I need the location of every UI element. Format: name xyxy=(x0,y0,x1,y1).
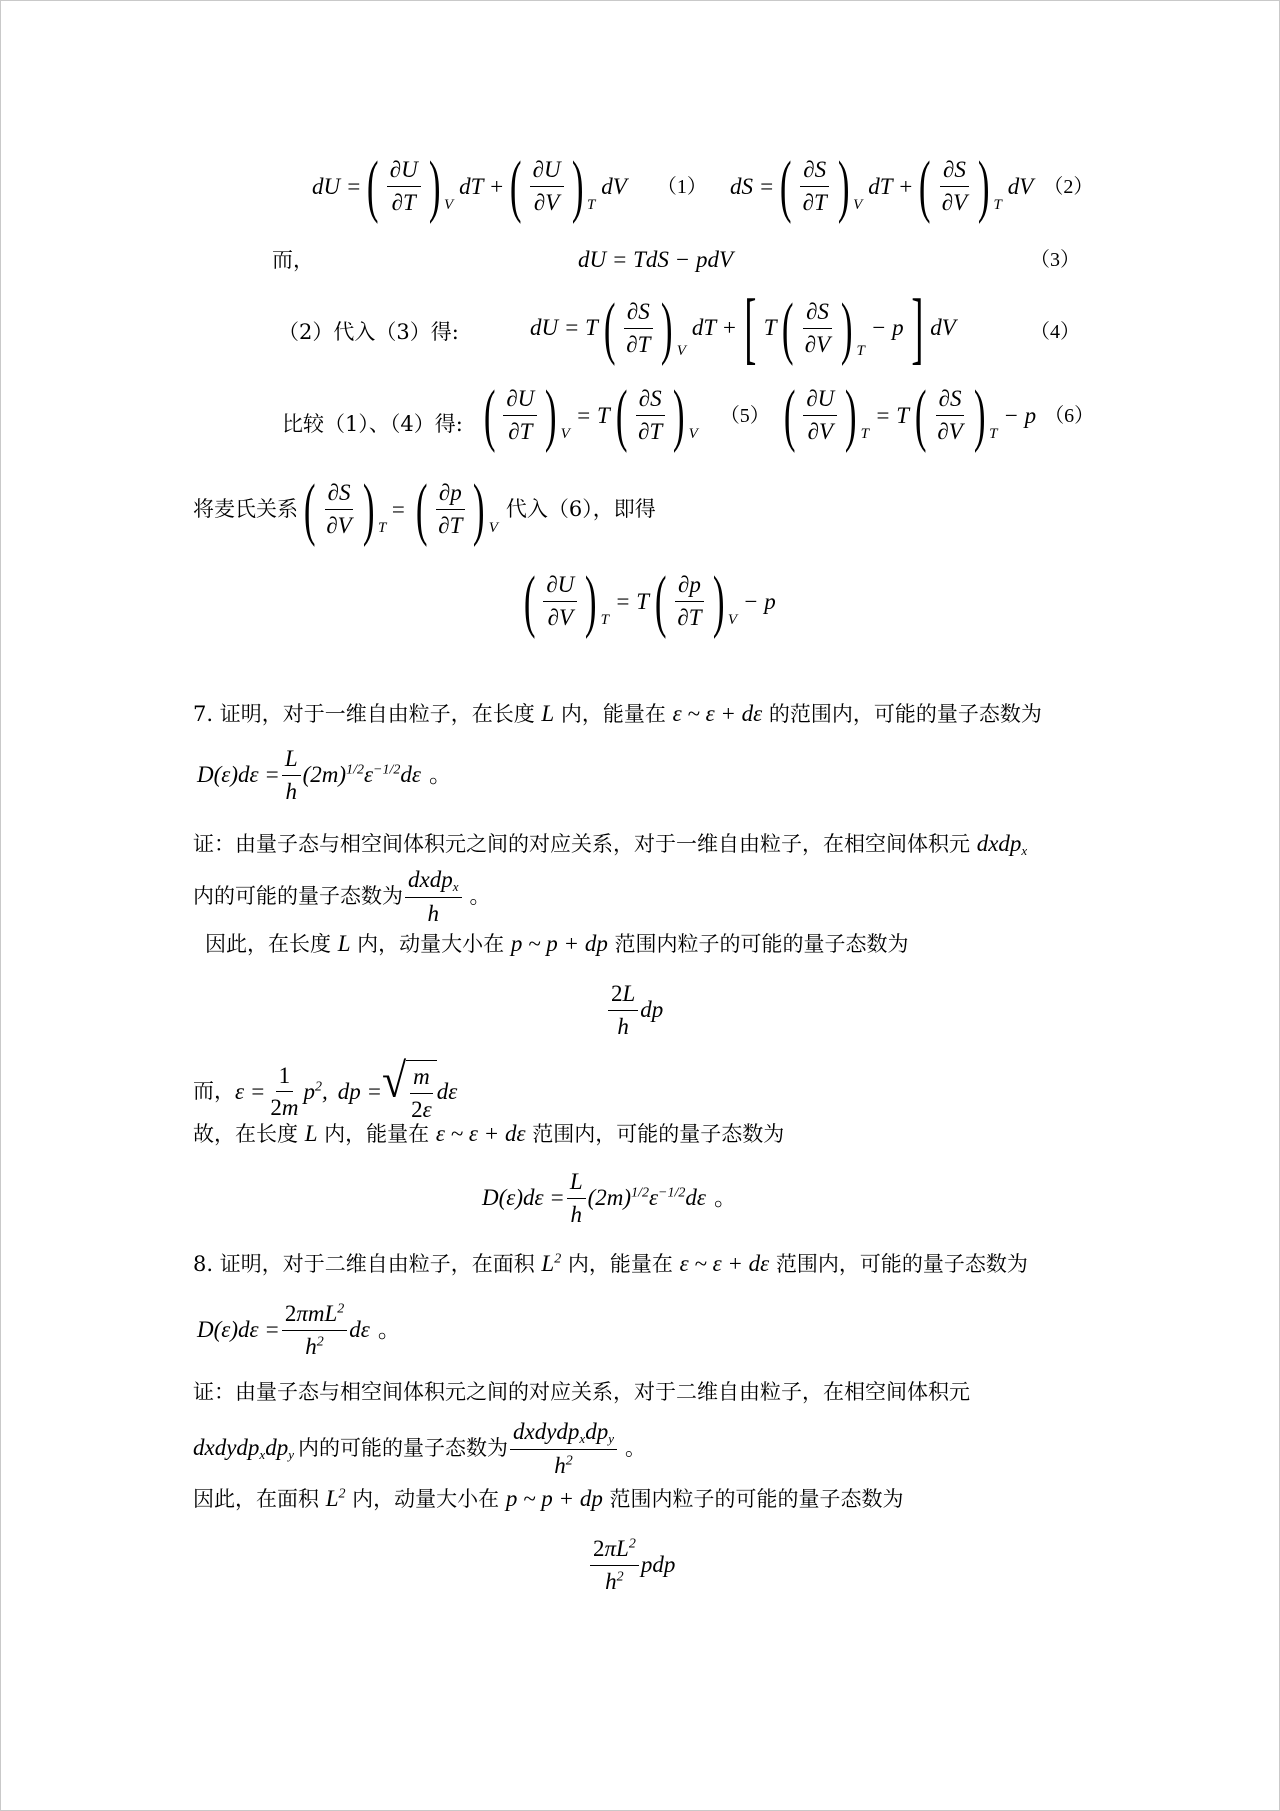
eq-label-5: （5） xyxy=(719,404,770,427)
proof-2d-text-b: 内的可能的量子态数为 xyxy=(297,1436,508,1460)
proof-1d-line1: 证：由量子态与相空间体积元之间的对应关系，对于一维自由粒子，在相空间体积元 dxdpx xyxy=(193,831,1028,858)
gu-1d: 故，在长度 L 内，能量在 ε ~ ε + dε 范围内，可能的量子态数为 xyxy=(193,1121,785,1146)
problem-7-statement: 7. 证明，对于一维自由粒子，在长度 L 内，能量在 ε ~ ε + dε 的范围内，可能的量子态数为 xyxy=(193,701,1042,726)
maxwell-line xyxy=(193,471,656,548)
equation-4: dU = T ( $\frac{\partial S}{\partial T}$ ) V dT + [ T ( $\frac{\partial S}{\partial V}$ ) T − p ] dV xyxy=(530,284,956,372)
text-substitute: （2）代入（3）得: xyxy=(278,320,459,344)
p8-text-c: 范围内，可能的量子态数为 xyxy=(775,1252,1028,1276)
text-er: 而， xyxy=(272,248,314,272)
period: 。 xyxy=(624,1436,646,1460)
gu-1d-text-a: 故，在长度 xyxy=(193,1122,298,1146)
text-maxwell-post: 代入（6），即得 xyxy=(505,496,656,521)
eq-label-1: （1） xyxy=(656,175,707,198)
therefore-1d-text-a: 因此，在长度 xyxy=(205,932,331,956)
proof-2d-text-a: 证：由量子态与相空间体积元之间的对应关系，对于二维自由粒子，在相空间体积元 xyxy=(193,1380,970,1404)
eq-label-3: （3） xyxy=(1030,249,1080,271)
equation-6: ( $\frac{\partial U}{\partial V}$ ) T = T ( $\frac{\partial S}{\partial V}$ ) T − p （6） xyxy=(783,377,1095,454)
equation-7-result: D(ε)dε = $\frac{L}{h}$ $(2m)^{1/2}\varepsilon^{-1/2}d\varepsilon$ 。 xyxy=(482,1169,737,1227)
proof-2d-line2: dxdydpxdpy 内的可能的量子态数为 $\frac{\text{dxdydpxdpy}}{h^2}$ 。 xyxy=(193,1419,646,1478)
equation-result: ( $\frac{\partial U}{\partial V}$ ) T = T ( $\frac{\partial p}{\partial T}$ ) V − p xyxy=(523,563,776,640)
gu-1d-text-b: 内，能量在 xyxy=(324,1122,430,1146)
therefore-2d: 因此，在面积 $L^2$ 内，动量大小在 p ~ p + dp 范围内粒子的可能的量子态数为 xyxy=(193,1486,904,1511)
eq-label-4: （4） xyxy=(1030,321,1080,343)
text-compare: 比较（1）、（4）得: xyxy=(282,412,463,436)
period: 。 xyxy=(428,762,452,788)
therefore-2d-text-c: 范围内粒子的可能的量子态数为 xyxy=(609,1487,904,1511)
period: 。 xyxy=(713,1185,737,1211)
energy-relation: 而， ε = $\frac{1}{2m}$ $p^2$, dp = √ $\frac{m}{2\varepsilon}$ dε xyxy=(193,1053,458,1122)
p7-text-b: 内，能量在 xyxy=(560,702,666,726)
therefore-1d-text-c: 范围内粒子的可能的量子态数为 xyxy=(614,932,909,956)
gu-1d-text-c: 范围内，可能的量子态数为 xyxy=(532,1122,785,1146)
text-er-2: 而， xyxy=(193,1079,235,1103)
p7-text-c: 的范围内，可能的量子态数为 xyxy=(768,702,1042,726)
equation-3: dU = TdS − pdV xyxy=(578,247,733,272)
problem-8-statement: 8. 证明，对于二维自由粒子，在面积 $L^2$ 内，能量在 ε ~ ε + dε 范围内，可能的量子态数为 xyxy=(193,1251,1028,1276)
equation-2d-states: $\frac{2\pi L^2}{h^2}$ pdp xyxy=(588,1535,675,1595)
maxwell-relation: ( $\frac{\partial S}{\partial V}$ ) T = ( $\frac{\partial p}{\partial T}$ ) V xyxy=(303,471,498,548)
equation-2: dS = ( $\frac{\partial S}{\partial T}$ ) V dT + ( $\frac{\partial S}{\partial V}$ ) T dV （2） xyxy=(730,148,1094,225)
equation-1: dU = ( $\frac{\partial U}{\partial T}$ ) V dT + ( $\frac{\partial U}{\partial V}$ ) T dV （1） xyxy=(312,148,707,225)
proof-1d-line2: 内的可能的量子态数为 $\frac{\text{dxdpx}}{h}$ 。 xyxy=(193,867,491,926)
therefore-1d: 因此，在长度 L 内，动量大小在 p ~ p + dp 范围内粒子的可能的量子态数为 xyxy=(205,931,909,956)
therefore-2d-text-a: 因此，在面积 xyxy=(193,1487,319,1511)
proof-2d-line1 xyxy=(193,1380,970,1405)
p8-text-a: 8. 证明，对于二维自由粒子，在面积 xyxy=(193,1252,535,1276)
eq-label-2: （2） xyxy=(1043,175,1094,198)
p7-text-a: 7. 证明，对于一维自由粒子，在长度 xyxy=(193,702,535,726)
proof-1d-text-a: 证：由量子态与相空间体积元之间的对应关系，对于一维自由粒子，在相空间体积元 xyxy=(193,832,970,856)
proof-1d-text-b: 内的可能的量子态数为 xyxy=(193,884,403,908)
therefore-1d-text-b: 内，动量大小在 xyxy=(357,932,505,956)
equation-7: D(ε)dε = $\frac{L}{h}$ $(2m)^{1/2}\varepsilon^{-1/2}d\varepsilon$ 。 xyxy=(197,746,452,804)
equation-1d-states: $\frac{2L}{h}$ dp xyxy=(606,980,663,1040)
equation-5: ( $\frac{\partial U}{\partial T}$ ) V = T ( $\frac{\partial S}{\partial T}$ ) V （5） xyxy=(483,377,770,454)
period: 。 xyxy=(469,884,491,908)
p8-text-b: 内，能量在 xyxy=(567,1252,673,1276)
eq-label-6: （6） xyxy=(1044,404,1095,427)
period: 。 xyxy=(377,1317,401,1343)
equation-8: D(ε)dε = $\frac{2\pi mL^2}{h^2}$ dε 。 xyxy=(197,1301,401,1359)
therefore-2d-text-b: 内，动量大小在 xyxy=(352,1487,500,1511)
text-maxwell-pre: 将麦氏关系 xyxy=(193,496,298,521)
